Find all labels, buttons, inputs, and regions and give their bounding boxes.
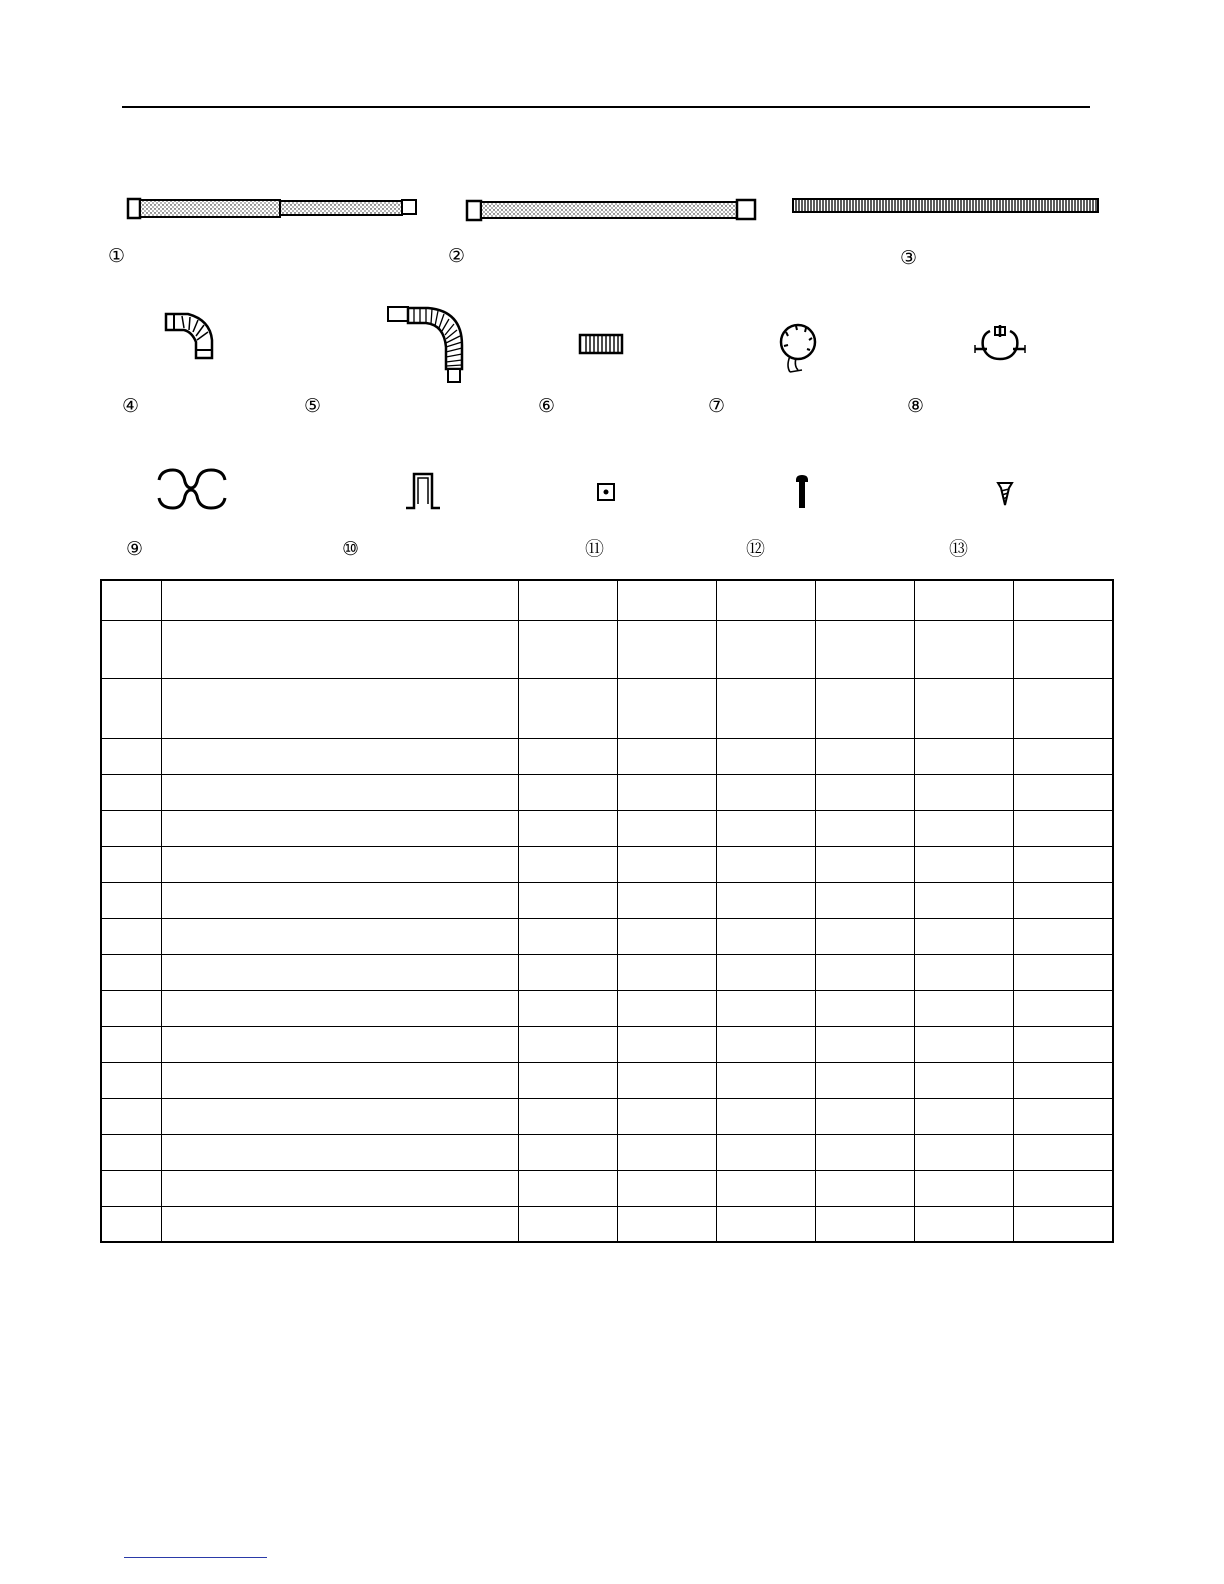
table-cell <box>716 1062 815 1098</box>
table-cell <box>815 678 914 738</box>
table-row <box>101 1062 1113 1098</box>
table-cell <box>716 774 815 810</box>
table-cell <box>101 1062 161 1098</box>
table-cell <box>914 1206 1013 1242</box>
table-cell <box>914 990 1013 1026</box>
table-cell <box>518 810 617 846</box>
part-number-7: ⑦ <box>708 395 726 417</box>
table-cell <box>914 580 1013 620</box>
table-cell <box>815 954 914 990</box>
table-cell <box>1013 846 1113 882</box>
table-cell <box>101 1134 161 1170</box>
table-cell <box>518 1206 617 1242</box>
table-cell <box>914 774 1013 810</box>
table-cell <box>1013 1170 1113 1206</box>
table-cell <box>101 1026 161 1062</box>
table-row <box>101 918 1113 954</box>
footer-link-underline <box>124 1557 267 1558</box>
tapping-screw-icon <box>997 481 1013 507</box>
table-cell <box>161 1098 518 1134</box>
table-cell <box>1013 1098 1113 1134</box>
table-cell <box>518 738 617 774</box>
coupling-sleeve-icon <box>578 333 624 355</box>
table-row <box>101 1026 1113 1062</box>
table-cell <box>914 1026 1013 1062</box>
table-cell <box>161 882 518 918</box>
table-row <box>101 882 1113 918</box>
table-cell <box>716 620 815 678</box>
table-cell <box>101 990 161 1026</box>
table-cell <box>617 1170 716 1206</box>
table-cell <box>1013 678 1113 738</box>
table-cell <box>914 882 1013 918</box>
part-number-5: ⑤ <box>304 395 322 417</box>
table-row <box>101 1206 1113 1242</box>
table-cell <box>617 918 716 954</box>
table-cell <box>617 620 716 678</box>
table-cell <box>914 738 1013 774</box>
table-cell <box>1013 1134 1113 1170</box>
table-cell <box>161 774 518 810</box>
table-cell <box>1013 990 1113 1026</box>
table-cell <box>716 882 815 918</box>
table-cell <box>101 738 161 774</box>
table-cell <box>815 882 914 918</box>
table-cell <box>161 580 518 620</box>
table-row <box>101 810 1113 846</box>
table-cell <box>101 846 161 882</box>
table-cell <box>716 990 815 1026</box>
table-cell <box>716 1098 815 1134</box>
corrugated-hose-icon <box>792 197 1100 215</box>
table-cell <box>716 918 815 954</box>
table-row <box>101 846 1113 882</box>
table-cell <box>101 954 161 990</box>
table-cell <box>914 810 1013 846</box>
hose-clamp-icon <box>776 320 820 376</box>
table-row <box>101 678 1113 738</box>
table-cell <box>518 1134 617 1170</box>
table-cell <box>815 738 914 774</box>
table-cell <box>815 1026 914 1062</box>
table-cell <box>914 1098 1013 1134</box>
part-number-1: ① <box>108 245 126 267</box>
table-cell <box>617 882 716 918</box>
part-number-3: ③ <box>900 247 918 269</box>
table-cell <box>161 810 518 846</box>
table-cell <box>161 678 518 738</box>
table-row <box>101 1098 1113 1134</box>
square-washer-icon <box>596 482 616 502</box>
table-cell <box>914 620 1013 678</box>
table-cell <box>815 846 914 882</box>
table-cell <box>1013 1026 1113 1062</box>
table-cell <box>161 1134 518 1170</box>
table-cell <box>518 846 617 882</box>
table-cell <box>815 774 914 810</box>
part-number-6: ⑥ <box>538 395 556 417</box>
table-cell <box>101 1206 161 1242</box>
table-cell <box>1013 954 1113 990</box>
table-cell <box>1013 1206 1113 1242</box>
part-number-9: ⑨ <box>126 538 144 560</box>
table-cell <box>914 954 1013 990</box>
table-cell <box>617 990 716 1026</box>
table-row <box>101 580 1113 620</box>
table-cell <box>617 580 716 620</box>
table-cell <box>815 580 914 620</box>
table-cell <box>518 918 617 954</box>
table-cell <box>914 1134 1013 1170</box>
table-cell <box>518 1098 617 1134</box>
table-cell <box>161 1170 518 1206</box>
parts-table <box>100 579 1114 1243</box>
part-number-10: ⑩ <box>342 538 360 560</box>
table-cell <box>914 1170 1013 1206</box>
table-cell <box>815 918 914 954</box>
table-cell <box>716 1134 815 1170</box>
table-cell <box>1013 810 1113 846</box>
table-cell <box>716 1170 815 1206</box>
table-cell <box>1013 1062 1113 1098</box>
table-cell <box>161 738 518 774</box>
table-cell <box>101 918 161 954</box>
table-cell <box>101 620 161 678</box>
table-cell <box>161 1026 518 1062</box>
table-cell <box>716 678 815 738</box>
parts-table-body <box>101 580 1113 1242</box>
table-cell <box>617 846 716 882</box>
table-cell <box>716 954 815 990</box>
table-cell <box>101 882 161 918</box>
table-cell <box>716 580 815 620</box>
table-cell <box>617 774 716 810</box>
u-bracket-icon <box>404 470 444 512</box>
table-cell <box>716 1026 815 1062</box>
table-cell <box>914 1062 1013 1098</box>
table-cell <box>617 1098 716 1134</box>
table-cell <box>1013 738 1113 774</box>
table-cell <box>815 1098 914 1134</box>
table-cell <box>815 1206 914 1242</box>
table-cell <box>716 810 815 846</box>
table-cell <box>1013 620 1113 678</box>
table-cell <box>1013 580 1113 620</box>
table-row <box>101 954 1113 990</box>
table-cell <box>914 678 1013 738</box>
table-cell <box>617 1206 716 1242</box>
table-cell <box>101 580 161 620</box>
table-cell <box>101 810 161 846</box>
table-cell <box>101 774 161 810</box>
header-rule <box>122 106 1090 108</box>
table-cell <box>815 1062 914 1098</box>
table-cell <box>617 1026 716 1062</box>
part-number-2: ② <box>448 245 466 267</box>
elbow-joint-icon <box>162 310 216 362</box>
part-number-8: ⑧ <box>907 395 925 417</box>
table-cell <box>161 954 518 990</box>
table-cell <box>617 738 716 774</box>
table-cell <box>815 1134 914 1170</box>
table-row <box>101 774 1113 810</box>
table-cell <box>161 1062 518 1098</box>
table-cell <box>518 882 617 918</box>
table-cell <box>815 620 914 678</box>
table-cell <box>617 678 716 738</box>
flexible-drain-hose-icon <box>386 305 468 385</box>
table-cell <box>1013 918 1113 954</box>
table-row <box>101 620 1113 678</box>
table-cell <box>815 810 914 846</box>
table-row <box>101 1170 1113 1206</box>
table-cell <box>161 918 518 954</box>
pipe-clamp-icon <box>971 325 1029 363</box>
table-cell <box>914 918 1013 954</box>
insulated-pipe-with-reducer-icon <box>126 196 418 222</box>
table-cell <box>617 1134 716 1170</box>
table-cell <box>161 846 518 882</box>
part-number-11: ⑪ <box>585 538 605 560</box>
table-cell <box>716 738 815 774</box>
table-cell <box>716 1206 815 1242</box>
table-cell <box>161 990 518 1026</box>
part-number-12: ⑫ <box>746 538 766 560</box>
table-cell <box>1013 882 1113 918</box>
table-cell <box>815 990 914 1026</box>
insulated-pipe-icon <box>465 197 759 223</box>
table-cell <box>914 846 1013 882</box>
table-cell <box>161 1206 518 1242</box>
table-cell <box>518 774 617 810</box>
table-row <box>101 1134 1113 1170</box>
table-cell <box>518 678 617 738</box>
part-number-13: ⑬ <box>949 538 969 560</box>
table-cell <box>101 678 161 738</box>
table-cell <box>101 1098 161 1134</box>
table-cell <box>518 620 617 678</box>
table-cell <box>716 846 815 882</box>
bolt-icon <box>794 474 810 510</box>
table-cell <box>1013 774 1113 810</box>
table-cell <box>617 810 716 846</box>
table-cell <box>518 954 617 990</box>
table-cell <box>815 1170 914 1206</box>
double-saddle-clip-icon <box>155 468 227 510</box>
table-row <box>101 738 1113 774</box>
table-row <box>101 990 1113 1026</box>
table-cell <box>518 1026 617 1062</box>
table-cell <box>518 1062 617 1098</box>
table-cell <box>518 990 617 1026</box>
table-cell <box>101 1170 161 1206</box>
table-cell <box>518 1170 617 1206</box>
part-number-4: ④ <box>122 395 140 417</box>
table-cell <box>617 954 716 990</box>
table-cell <box>518 580 617 620</box>
table-cell <box>617 1062 716 1098</box>
table-cell <box>161 620 518 678</box>
